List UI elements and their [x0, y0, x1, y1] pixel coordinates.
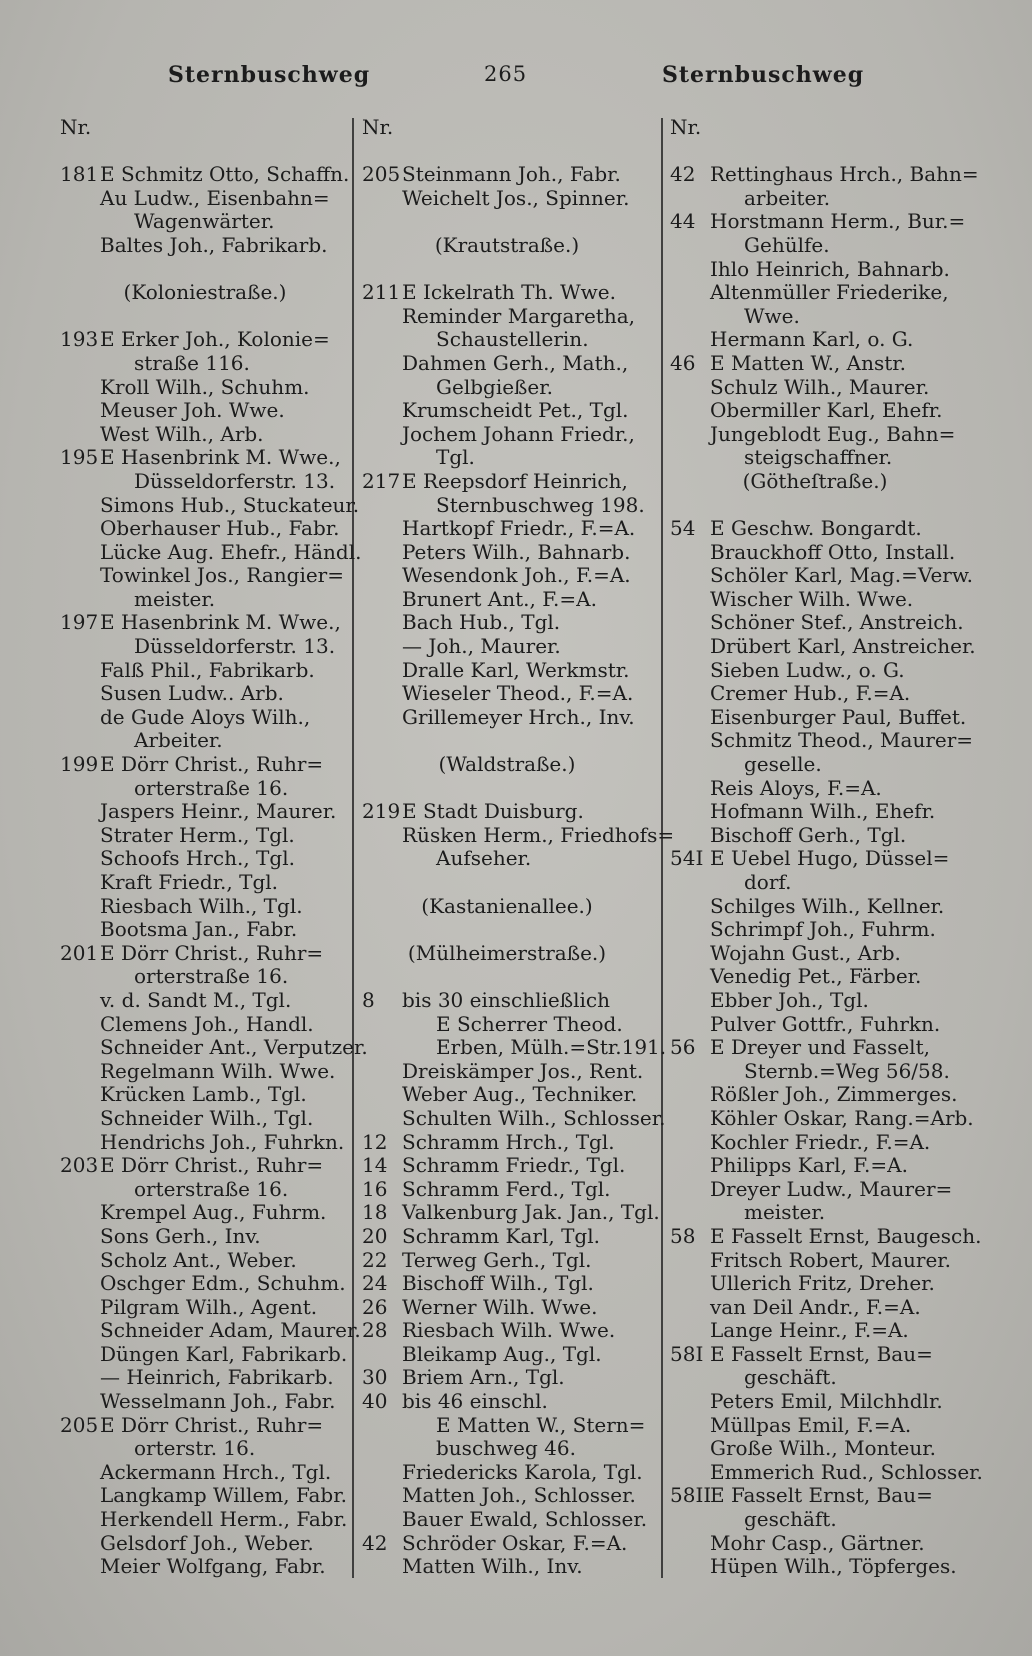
- house-number: 40: [362, 1389, 388, 1414]
- resident-line: Hermann Karl, o. G.: [710, 327, 914, 352]
- house-entry: [670, 1036, 970, 1060]
- entry-text: E Erker Joh., Kolonie=: [100, 327, 330, 352]
- running-head-left: Sternbuschweg: [168, 62, 371, 88]
- house-number: 30: [362, 1365, 388, 1390]
- cross-street-heading: (Koloniestraße.): [123, 280, 287, 305]
- entry-text: E Stadt Duisburg.: [402, 799, 584, 824]
- resident-line: Peters Emil, Milchhdlr.: [710, 1389, 943, 1414]
- resident-line: Riesbach Wilh., Tgl.: [100, 893, 303, 918]
- resident-line: Pulver Gottfr., Fuhrkn.: [710, 1011, 941, 1036]
- entry-text: Schramm Hrch., Tgl.: [402, 1129, 615, 1154]
- entry-text: Bischoff Wilh., Tgl.: [402, 1271, 594, 1296]
- house-number: 219: [362, 799, 401, 824]
- resident-line: Düngen Karl, Fabrikarb.: [100, 1341, 348, 1366]
- blank-line: [362, 210, 662, 234]
- continuation-line: Gelbgießer.: [436, 374, 553, 399]
- blank-line: [60, 140, 360, 164]
- resident-line: Cremer Hub., F.=A.: [710, 681, 911, 706]
- resident-line: Hüpen Wilh., Töpferges.: [710, 1554, 957, 1579]
- entry-text: E Uebel Hugo, Düssel=: [710, 846, 950, 871]
- house-number: 42: [670, 162, 696, 187]
- continuation-line: geschäft.: [744, 1507, 837, 1532]
- entry-text: E Fasselt Ernst, Bau=: [710, 1483, 933, 1508]
- entry-text: Schröder Oskar, F.=A.: [402, 1530, 628, 1555]
- resident-line: Bauer Ewald, Schlosser.: [402, 1507, 648, 1532]
- house-number: 22: [362, 1247, 388, 1272]
- continuation-line: Aufseher.: [436, 846, 532, 871]
- continuation-line: meister.: [744, 1200, 826, 1225]
- continuation-line: Düsseldorferstr. 13.: [134, 634, 336, 659]
- entry-text: E Fasselt Ernst, Bau=: [710, 1341, 933, 1366]
- resident-line: Schmitz Theod., Maurer=: [710, 728, 974, 753]
- resident-line: de Gude Aloys Wilh.,: [100, 704, 311, 729]
- blank-line: [362, 871, 662, 895]
- resident-line: Ihlo Heinrich, Bahnarb.: [710, 256, 950, 281]
- house-entry: [362, 800, 662, 824]
- resident-line: Kochler Friedr., F.=A.: [710, 1129, 931, 1154]
- house-entry: [670, 352, 970, 376]
- resident-line: Dreiskämper Jos., Rent.: [402, 1058, 644, 1083]
- resident-line: Emmerich Rud., Schlosser.: [710, 1459, 983, 1484]
- house-entry: [362, 1249, 662, 1273]
- resident-line: Friedericks Karola, Tgl.: [402, 1459, 643, 1484]
- resident-line: Brunert Ant., F.=A.: [402, 586, 597, 611]
- resident-line: Weichelt Jos., Spinner.: [402, 185, 630, 210]
- house-number: 203: [60, 1153, 99, 1178]
- house-entry: [60, 163, 360, 187]
- continuation-line: meister.: [134, 586, 216, 611]
- resident-line: Wesendonk Joh., F.=A.: [402, 563, 631, 588]
- blank-line: [60, 305, 360, 329]
- resident-line: Baltes Joh., Fabrikarb.: [100, 232, 328, 257]
- house-number: 20: [362, 1223, 388, 1248]
- cross-street-heading: (Kastanienallee.): [421, 893, 593, 918]
- entry-text: E Reepsdorf Heinrich,: [402, 468, 628, 493]
- house-number: 201: [60, 940, 99, 965]
- house-number: 42: [362, 1530, 388, 1555]
- blank-line: [362, 965, 662, 989]
- continuation-line: geschäft.: [744, 1365, 837, 1390]
- house-number: 16: [362, 1176, 388, 1201]
- continuation-line: orterstraße 16.: [134, 1176, 289, 1201]
- continuation-line: orterstr. 16.: [134, 1436, 256, 1461]
- directory-column-3: [670, 115, 983, 1579]
- resident-line: Dreyer Ludw., Maurer=: [710, 1176, 953, 1201]
- resident-line: Weber Aug., Techniker.: [402, 1082, 638, 1107]
- entry-text: E Dörr Christ., Ruhr=: [100, 940, 324, 965]
- resident-line: West Wilh., Arb.: [100, 421, 264, 446]
- entry-text: E Dörr Christ., Ruhr=: [100, 752, 324, 777]
- resident-line: Towinkel Jos., Rangier=: [100, 563, 345, 588]
- resident-line: Clemens Joh., Handl.: [100, 1011, 314, 1036]
- house-number: 58: [670, 1223, 696, 1248]
- entry-text: E Fasselt Ernst, Baugesch.: [710, 1223, 982, 1248]
- continuation-line: steigschaffner.: [744, 445, 893, 470]
- resident-line: Hofmann Wilh., Ehefr.: [710, 799, 936, 824]
- resident-line: Kroll Wilh., Schuhm.: [100, 374, 310, 399]
- cross-street-heading: (Mülheimerstraße.): [407, 940, 607, 965]
- house-entry: [362, 1178, 662, 1202]
- house-number: 58II: [670, 1483, 712, 1508]
- house-number: 26: [362, 1294, 388, 1319]
- resident-line: Drübert Karl, Anstreicher.: [710, 634, 976, 659]
- house-entry: [60, 1154, 360, 1178]
- house-number: 205: [60, 1412, 99, 1437]
- blank-line: [362, 918, 662, 942]
- resident-line: Strater Herm., Tgl.: [100, 822, 295, 847]
- house-entry: [60, 1414, 360, 1438]
- continuation-line: E Matten W., Stern=: [436, 1412, 646, 1437]
- continuation-line: orterstraße 16.: [134, 964, 289, 989]
- column-header: Nr.: [670, 115, 702, 139]
- house-entry: [362, 1296, 662, 1320]
- continuation-line: arbeiter.: [744, 185, 831, 210]
- house-number: 211: [362, 280, 401, 305]
- house-number: 54I: [670, 846, 704, 871]
- resident-line: Lange Heinr., F.=A.: [710, 1318, 909, 1343]
- resident-line: Lücke Aug. Ehefr., Händl.: [100, 539, 362, 564]
- house-entry: [60, 753, 360, 777]
- entry-text: Valkenburg Jak. Jan., Tgl.: [402, 1200, 660, 1225]
- resident-line: Schöler Karl, Mag.=Verw.: [710, 563, 973, 588]
- house-entry: [670, 162, 979, 187]
- resident-line: Rüsken Herm., Friedhofs=: [402, 822, 675, 847]
- house-number: 56: [670, 1035, 696, 1060]
- resident-line: Wieseler Theod., F.=A.: [402, 681, 634, 706]
- house-entry: [670, 210, 970, 234]
- resident-line: Oschger Edm., Schuhm.: [100, 1271, 346, 1296]
- resident-line: Altenmüller Friederike,: [710, 280, 949, 305]
- house-entry: [362, 163, 662, 187]
- page-number: 265: [484, 62, 528, 86]
- house-entry: [670, 1223, 982, 1249]
- column-header: Nr.: [362, 115, 394, 139]
- resident-line: Philipps Karl, F.=A.: [710, 1153, 908, 1178]
- resident-line: Dahmen Gerh., Math.,: [402, 350, 629, 375]
- resident-line: Susen Ludw.. Arb.: [100, 681, 284, 706]
- resident-line: Wojahn Gust., Arb.: [710, 940, 901, 965]
- house-number: 12: [362, 1129, 388, 1154]
- continuation-line: orterstraße 16.: [134, 775, 289, 800]
- resident-line: Matten Joh., Schlosser.: [402, 1483, 636, 1508]
- resident-line: Schneider Wilh., Tgl.: [100, 1105, 314, 1130]
- entry-text: Horstmann Herm., Bur.=: [710, 209, 966, 234]
- resident-line: Schilges Wilh., Kellner.: [710, 893, 945, 918]
- resident-line: Herkendell Herm., Fabr.: [100, 1507, 348, 1532]
- resident-line: Venedig Pet., Färber.: [710, 964, 922, 989]
- resident-line: — Joh., Maurer.: [402, 634, 561, 659]
- resident-line: Rößler Joh., Zimmerges.: [710, 1082, 958, 1107]
- house-entry: [362, 989, 662, 1013]
- house-number: 205: [362, 162, 401, 187]
- house-number: 181: [60, 162, 99, 187]
- house-number: 199: [60, 752, 99, 777]
- resident-line: Sieben Ludw., o. G.: [710, 657, 905, 682]
- house-entry: [362, 470, 662, 494]
- resident-line: Wischer Wilh. Wwe.: [710, 586, 914, 611]
- continuation-line: straße 116.: [134, 350, 250, 375]
- house-number: 217: [362, 468, 401, 493]
- continuation-line: Gehülfe.: [744, 232, 830, 257]
- house-number: 195: [60, 445, 99, 470]
- blank-line: [362, 258, 662, 282]
- resident-line: Fritsch Robert, Maurer.: [710, 1247, 952, 1272]
- entry-text: E Dörr Christ., Ruhr=: [100, 1153, 324, 1178]
- resident-line: Krumscheidt Pet., Tgl.: [402, 398, 629, 423]
- resident-line: Pilgram Wilh., Agent.: [100, 1294, 318, 1319]
- resident-line: Hendrichs Joh., Fuhrkn.: [100, 1129, 345, 1154]
- resident-line: Bootsma Jan., Fabr.: [100, 917, 298, 942]
- resident-line: Scholz Ant., Weber.: [100, 1247, 297, 1272]
- entry-text: E Ickelrath Th. Wwe.: [402, 280, 616, 305]
- resident-line: Schoofs Hrch., Tgl.: [100, 846, 295, 871]
- house-number: 8: [362, 987, 375, 1012]
- entry-text: Schramm Friedr., Tgl.: [402, 1153, 626, 1178]
- resident-line: Jungeblodt Eug., Bahn=: [710, 421, 956, 446]
- resident-line: Simons Hub., Stuckateur.: [100, 492, 360, 517]
- entry-text: Steinmann Joh., Fabr.: [402, 162, 621, 187]
- resident-line: Gelsdorf Joh., Weber.: [100, 1530, 314, 1555]
- house-number: 46: [670, 350, 696, 375]
- house-number: 54: [670, 516, 696, 541]
- continuation-line: Sternb.=Weg 56/58.: [744, 1058, 950, 1083]
- resident-line: Krücken Lamb., Tgl.: [100, 1082, 307, 1107]
- resident-line: Au Ludw., Eisenbahn=: [100, 185, 330, 210]
- house-number: 14: [362, 1153, 388, 1178]
- entry-text: E Hasenbrink M. Wwe.,: [100, 610, 341, 635]
- resident-line: Bleikamp Aug., Tgl.: [402, 1341, 602, 1366]
- resident-line: Peters Wilh., Bahnarb.: [402, 539, 631, 564]
- blank-line: [60, 258, 360, 282]
- continuation-line: Arbeiter.: [134, 728, 223, 753]
- resident-line: Dralle Karl, Werkmstr.: [402, 657, 630, 682]
- house-number: 58I: [670, 1341, 704, 1366]
- entry-text: Riesbach Wilh. Wwe.: [402, 1318, 616, 1343]
- resident-line: Falß Phil., Fabrikarb.: [100, 657, 315, 682]
- resident-line: Brauckhoff Otto, Install.: [710, 539, 956, 564]
- resident-line: Meuser Joh. Wwe.: [100, 398, 285, 423]
- house-entry: [362, 1319, 662, 1343]
- resident-line: Wesselmann Joh., Fabr.: [100, 1389, 336, 1414]
- house-entry: [362, 1532, 662, 1556]
- resident-line: Grillemeyer Hrch., Inv.: [402, 704, 635, 729]
- running-head-right: Sternbuschweg: [662, 62, 865, 88]
- house-entry: [670, 517, 970, 541]
- resident-line: Schrimpf Joh., Fuhrm.: [710, 917, 936, 942]
- resident-line: Müllpas Emil, F.=A.: [710, 1412, 912, 1437]
- resident-line: Mohr Casp., Gärtner.: [710, 1530, 925, 1555]
- house-entry: [60, 446, 360, 470]
- entry-text: E Geschw. Bongardt.: [710, 516, 922, 541]
- resident-line: Köhler Oskar, Rang.=Arb.: [710, 1105, 974, 1130]
- house-entry: [362, 1201, 662, 1225]
- entry-text: Rettinghaus Hrch., Bahn=: [710, 162, 979, 187]
- continuation-line: Erben, Mülh.=Str.191.: [436, 1035, 667, 1060]
- house-entry: [670, 1343, 970, 1367]
- entry-text: Terweg Gerh., Tgl.: [402, 1247, 592, 1272]
- house-number: 18: [362, 1200, 388, 1225]
- resident-line: v. d. Sandt M., Tgl.: [100, 987, 292, 1012]
- house-entry: [362, 1272, 662, 1296]
- resident-line: Reminder Margaretha,: [402, 303, 635, 328]
- house-number: 24: [362, 1271, 388, 1296]
- resident-line: Kraft Friedr., Tgl.: [100, 870, 279, 894]
- entry-text: E Dörr Christ., Ruhr=: [100, 1412, 324, 1437]
- house-number: 193: [60, 327, 99, 352]
- resident-line: Ackermann Hrch., Tgl.: [100, 1459, 332, 1484]
- resident-line: Schneider Adam, Maurer.: [100, 1318, 361, 1343]
- house-entry: [60, 328, 360, 352]
- continuation-line: buschweg 46.: [436, 1436, 576, 1461]
- entry-text: Briem Arn., Tgl.: [402, 1365, 565, 1390]
- house-entry: [362, 1225, 662, 1249]
- resident-line: Schöner Stef., Anstreich.: [710, 610, 964, 635]
- entry-text: E Matten W., Anstr.: [710, 350, 906, 375]
- entry-text: bis 30 einschließlich: [402, 987, 610, 1012]
- house-entry: [362, 1366, 662, 1390]
- resident-line: Regelmann Wilh. Wwe.: [100, 1058, 336, 1083]
- resident-line: Schulz Wilh., Maurer.: [710, 374, 930, 399]
- house-entry: [362, 1154, 662, 1178]
- house-entry: [60, 942, 360, 966]
- continuation-line: Wwe.: [744, 303, 800, 328]
- blank-line: [362, 140, 662, 164]
- resident-line: van Deil Andr., F.=A.: [710, 1294, 921, 1319]
- column-header: Nr.: [60, 115, 92, 139]
- cross-street-heading: (Waldstraße.): [438, 752, 576, 777]
- house-entry: [362, 1131, 662, 1155]
- blank-line: [670, 494, 970, 518]
- resident-line: Ebber Joh., Tgl.: [710, 987, 869, 1012]
- continuation-line: Wagenwärter.: [134, 209, 275, 234]
- resident-line: Obermiller Karl, Ehefr.: [710, 398, 943, 423]
- resident-line: Matten Wilh., Inv.: [402, 1554, 583, 1579]
- resident-line: Langkamp Willem, Fabr.: [100, 1483, 347, 1508]
- entry-text: Schramm Karl, Tgl.: [402, 1223, 600, 1248]
- entry-text: E Dreyer und Fasselt,: [710, 1035, 930, 1060]
- resident-line: Bach Hub., Tgl.: [402, 610, 561, 635]
- house-entry: [60, 611, 360, 635]
- house-number: 28: [362, 1318, 388, 1343]
- continuation-line: geselle.: [744, 752, 822, 777]
- house-entry: [670, 1484, 970, 1508]
- resident-line: — Heinrich, Fabrikarb.: [100, 1365, 334, 1390]
- resident-line: Schneider Ant., Verputzer.: [100, 1035, 368, 1060]
- resident-line: Große Wilh., Monteur.: [710, 1436, 936, 1461]
- house-entry: [670, 847, 970, 871]
- directory-column-1: [60, 115, 368, 1579]
- entry-text: E Hasenbrink M. Wwe.,: [100, 445, 341, 470]
- continuation-line: dorf.: [744, 870, 792, 894]
- house-number: 197: [60, 610, 99, 635]
- resident-line: Eisenburger Paul, Buffet.: [710, 704, 967, 729]
- entry-text: bis 46 einschl.: [402, 1389, 548, 1414]
- blank-line: [362, 729, 662, 753]
- cross-street-heading: (Krautstraße.): [434, 232, 580, 257]
- resident-line: Sons Gerh., Inv.: [100, 1223, 261, 1248]
- entry-text: Schramm Ferd., Tgl.: [402, 1176, 611, 1201]
- resident-line: Bischoff Gerh., Tgl.: [710, 822, 907, 847]
- entry-text: E Schmitz Otto, Schaffn.: [100, 162, 350, 187]
- blank-line: [670, 140, 970, 164]
- house-entry: [362, 1390, 662, 1414]
- entry-text: Werner Wilh. Wwe.: [402, 1294, 598, 1319]
- resident-line: Jaspers Heinr., Maurer.: [100, 799, 337, 824]
- blank-line: [362, 777, 662, 801]
- resident-line: Jochem Johann Friedr.,: [402, 421, 635, 446]
- continuation-line: Tgl.: [436, 445, 475, 470]
- house-number: 44: [670, 209, 696, 234]
- resident-line: Krempel Aug., Fuhrm.: [100, 1200, 327, 1225]
- continuation-line: E Scherrer Theod.: [436, 1011, 623, 1036]
- resident-line: Ullerich Fritz, Dreher.: [710, 1271, 935, 1296]
- resident-line: Hartkopf Friedr., F.=A.: [402, 516, 636, 541]
- resident-line: Oberhauser Hub., Fabr.: [100, 516, 340, 541]
- resident-line: Meier Wolfgang, Fabr.: [100, 1554, 326, 1579]
- continuation-line: Düsseldorferstr. 13.: [134, 468, 336, 493]
- continuation-line: Sternbuschweg 198.: [436, 492, 645, 517]
- continuation-line: Schaustellerin.: [436, 327, 589, 352]
- cross-street-heading: (Götheſtraße.): [742, 468, 888, 493]
- house-entry: [362, 281, 662, 305]
- resident-line: Schulten Wilh., Schlosser.: [402, 1105, 666, 1130]
- directory-column-2: [362, 115, 675, 1579]
- resident-line: Reis Aloys, F.=A.: [710, 775, 882, 800]
